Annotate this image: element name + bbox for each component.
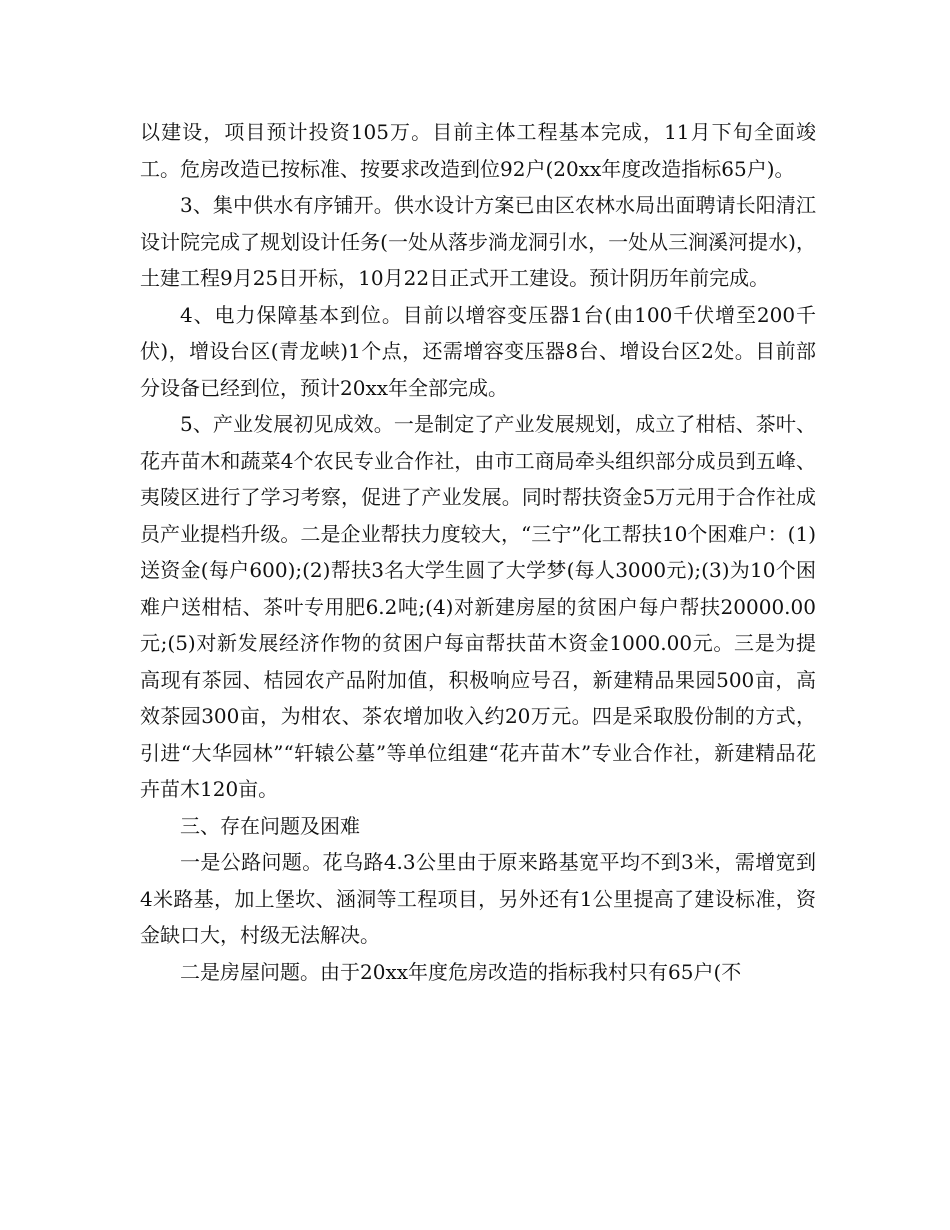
paragraph-industry-development: 5、产业发展初见成效。一是制定了产业发展规划，成立了柑桔、茶叶、花卉苗木和蔬菜4个农民专业合作社，由市工商局牵头组织部分成员到五峰、夷陵区进行了学习考察，促进了产业发展。同时帮扶资金5万元用于合作社成员产业提档升级。二是企业帮扶力度较大，“三宁”化工帮扶10个困难户：(1)送资金(每户600);(2)帮扶3名大学生圆了大学梦(每人3000元);(3)为10个困难户送柑桔、茶叶专用肥6.2吨;(4)对新建房屋的贫困户每户帮扶20000.00元;(5)对新发展经济作物的贫困户每亩帮扶苗木资金1000.00元。三是为提高现有茶园、桔园农产品附加值，积极响应号召，新建精品果园500亩，高效茶园300亩，为柑农、茶农增加收入约20万元。四是采取股份制的方式，引进“大华园林”“轩辕公墓”等单位组建“花卉苗木”专业合作社，新建精品花卉苗木120亩。 — [140, 412, 816, 801]
paragraph-power-supply: 4、电力保障基本到位。目前以增容变压器1台(由100千伏增至200千伏)，增设台区(青龙峡)1个点，还需增容变压器8台、增设台区2处。目前部分设备已经到位，预计20xx年全部完成。 — [140, 302, 816, 400]
section-heading-problems: 三、存在问题及困难 — [180, 813, 360, 838]
document-body — [140, 114, 816, 990]
paragraph-housing-construction: 以建设，项目预计投资105万。目前主体工程基本完成，11月下旬全面竣工。危房改造已按标准、按要求改造到位92户(20xx年度改造指标65户)。 — [140, 120, 816, 181]
paragraph-road-problem: 一是公路问题。花乌路4.3公里由于原来路基宽平均不到3米，需增宽到4米路基，加上堡坎、涵洞等工程项目，另外还有1公里提高了建设标准，资金缺口大，村级无法解决。 — [140, 850, 816, 947]
paragraph-housing-problem: 二是房屋问题。由于20xx年度危房改造的指标我村只有65户(不 — [180, 959, 742, 984]
paragraph-water-supply: 3、集中供水有序铺开。供水设计方案已由区农林水局出面聘请长阳清江设计院完成了规划设计任务(一处从落步淌龙洞引水，一处从三涧溪河提水)，土建工程9月25日开标，10月22日正式开工建设。预计阴历年前完成。 — [140, 193, 816, 290]
